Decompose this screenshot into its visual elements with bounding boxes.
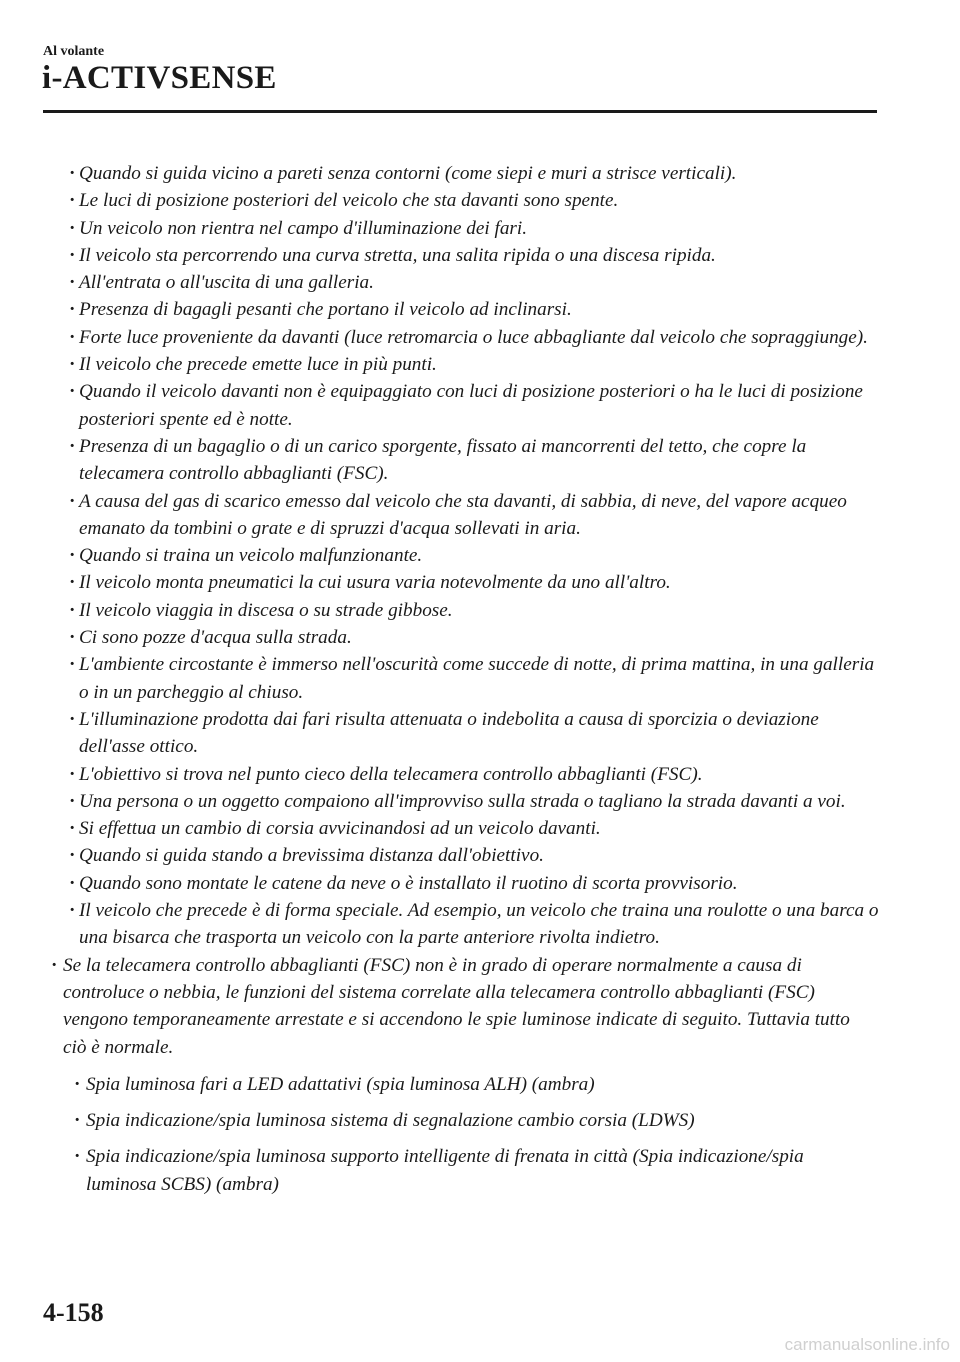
conditions-list xyxy=(0,160,960,952)
note-list xyxy=(0,952,960,1061)
list-item: · Quando si guida stando a brevissima distanza dall'obiettivo. xyxy=(0,842,879,869)
section-label: Al volante xyxy=(43,44,105,59)
header-divider xyxy=(43,110,877,113)
list-item: · Ci sono pozze d'acqua sulla strada. xyxy=(0,624,879,651)
list-item: · Spia luminosa fari a LED adattativi (spia luminosa ALH) (ambra) xyxy=(0,1071,866,1098)
list-item: · Quando sono montate le catene da neve o è installato il ruotino di scorta provvisorio. xyxy=(0,870,879,897)
list-item: · Forte luce proveniente da davanti (luce retromarcia o luce abbagliante dal veicolo che sopraggiunge). xyxy=(0,324,879,351)
page-content xyxy=(0,160,960,1207)
list-item: · Quando si guida vicino a pareti senza contorni (come siepi e muri a strisce verticali). xyxy=(0,160,879,187)
list-item: · Quando si traina un veicolo malfunzionante. xyxy=(0,542,879,569)
list-item: · Il veicolo viaggia in discesa o su strade gibbose. xyxy=(0,597,879,624)
list-item: · A causa del gas di scarico emesso dal veicolo che sta davanti, di sabbia, di neve, del vapore acqueo emanato da tombini o grate e di spruzzi d'acqua sollevati in aria. xyxy=(0,488,879,543)
list-item: · Le luci di posizione posteriori del veicolo che sta davanti sono spente. xyxy=(0,187,879,214)
list-item: · Un veicolo non rientra nel campo d'illuminazione dei fari. xyxy=(0,215,879,242)
list-item: · Una persona o un oggetto compaiono all'improvviso sulla strada o tagliano la strada davanti a voi. xyxy=(0,788,879,815)
page-title: i-ACTIVSENSE xyxy=(42,60,277,96)
list-item: · L'obiettivo si trova nel punto cieco della telecamera controllo abbaglianti (FSC). xyxy=(0,761,879,788)
list-item: · Spia indicazione/spia luminosa sistema di segnalazione cambio corsia (LDWS) xyxy=(0,1107,866,1134)
indicator-lights-list xyxy=(0,1071,960,1198)
list-item: · Si effettua un cambio di corsia avvicinandosi ad un veicolo davanti. xyxy=(0,815,879,842)
list-item: · Il veicolo che precede emette luce in più punti. xyxy=(0,351,879,378)
list-item: · L'ambiente circostante è immerso nell'oscurità come succede di notte, di prima mattina, in una galleria o in un parcheggio al chiuso. xyxy=(0,651,879,706)
list-item: · L'illuminazione prodotta dai fari risulta attenuata o indebolita a causa di sporcizia o deviazione dell'asse ottico. xyxy=(0,706,879,761)
page-number: 4-158 xyxy=(43,1298,104,1327)
list-item: · Spia indicazione/spia luminosa supporto intelligente di frenata in città (Spia indicazione/spia luminosa SCBS) (ambra) xyxy=(0,1143,866,1198)
main-note: · Se la telecamera controllo abbaglianti (FSC) non è in grado di operare normalmente a causa di controluce o nebbia, le funzioni del sistema correlate alla telecamera controllo abbaglianti (FSC) vengono temporaneamente arrestate e si accendono le spie luminose indicate di seguito. Tuttavia tutto ciò è normale. xyxy=(0,952,873,1061)
list-item: · Presenza di un bagaglio o di un carico sporgente, fissato ai mancorrenti del tetto, che copre la telecamera controllo abbaglianti (FSC). xyxy=(0,433,879,488)
list-item: · Il veicolo monta pneumatici la cui usura varia notevolmente da uno all'altro. xyxy=(0,569,879,596)
list-item: · Quando il veicolo davanti non è equipaggiato con luci di posizione posteriori o ha le luci di posizione posteriori spente ed è notte. xyxy=(0,378,879,433)
list-item: · All'entrata o all'uscita di una galleria. xyxy=(0,269,879,296)
list-item: · Presenza di bagagli pesanti che portano il veicolo ad inclinarsi. xyxy=(0,296,879,323)
list-item: · Il veicolo che precede è di forma speciale. Ad esempio, un veicolo che traina una roulotte o una barca o una bisarca che trasporta un veicolo con la parte anteriore rivolta indietro. xyxy=(0,897,879,952)
list-item: · Il veicolo sta percorrendo una curva stretta, una salita ripida o una discesa ripida. xyxy=(0,242,879,269)
watermark: carmanualsonline.info xyxy=(784,1335,950,1354)
